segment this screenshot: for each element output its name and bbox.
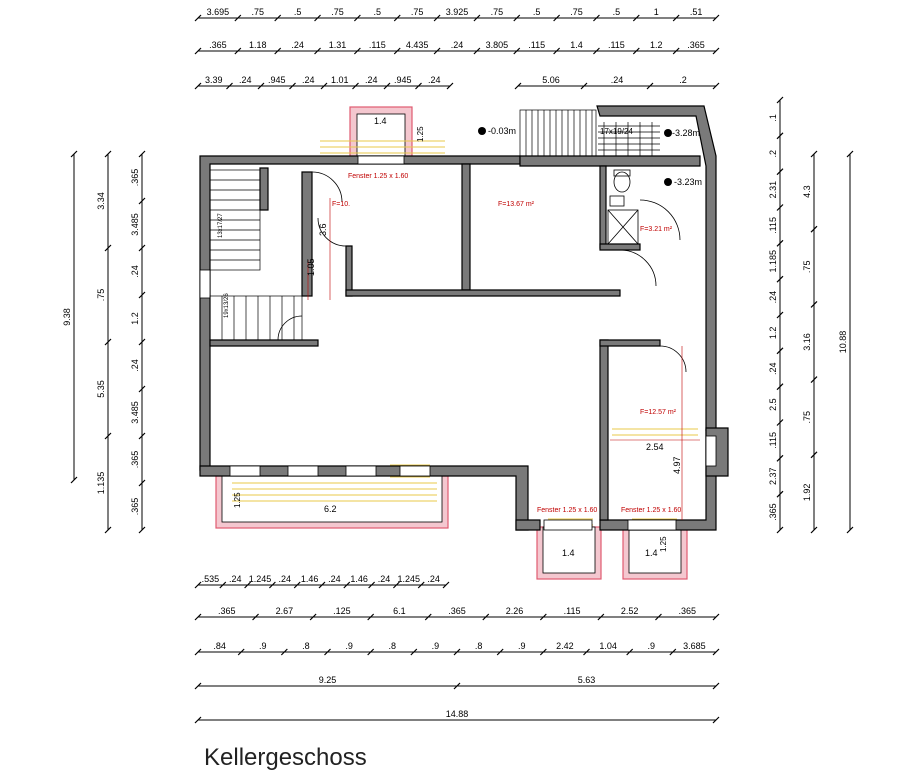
dim-bottom-row1-value: .24	[328, 574, 341, 584]
dim-bottom-row3-value: .8	[474, 641, 483, 651]
dim-right-inner-value: .24	[768, 290, 778, 304]
dim-bottom-row2-value: .365	[448, 606, 466, 616]
dim-bottom-row1-value: 1.46	[300, 574, 319, 584]
dim-right-inner-value: 2.31	[768, 180, 778, 199]
dim-right-inner-value: .24	[768, 362, 778, 376]
dim-left-mid-value: 1.135	[96, 471, 106, 495]
dim-top-row1-value: .5	[373, 7, 382, 17]
svg-text:1.05: 1.05	[306, 258, 316, 276]
dim-left-mid-value: 5.35	[96, 380, 106, 398]
dim-left-inner-value: .24	[130, 359, 140, 372]
dim-top-row3-value: .24	[427, 75, 441, 85]
dim-bottom-row2-value: .365	[678, 606, 696, 616]
dim-top-row2-value: 3.805	[485, 40, 509, 50]
dim-right-mid-value: 1.92	[802, 483, 812, 502]
dim-left-inner-value: 3.485	[130, 401, 140, 424]
dim-bottom-row1-value: .24	[278, 574, 292, 584]
svg-text:6.2: 6.2	[324, 504, 337, 514]
dim-right-inner-value: 2.37	[768, 467, 778, 486]
dim-top-row1-value: .75	[410, 7, 424, 17]
dim-right-inner-value: .115	[768, 431, 778, 449]
dim-top-row2-value: .115	[368, 40, 386, 50]
dim-top-row1-value: .75	[490, 7, 504, 17]
dim-bottom-row3-value: 3.685	[683, 641, 706, 651]
dim-bottom-row3-value: .9	[647, 641, 656, 651]
dim-top-row1-value: 3.695	[206, 7, 230, 17]
dim-bottom-row3-value: .9	[345, 641, 353, 651]
dim-bottom-row3-value: 2.42	[556, 641, 574, 651]
dim-top-row1-value: .75	[251, 7, 265, 17]
dim-bottom-row3-value: .8	[388, 641, 397, 651]
walls	[200, 106, 728, 530]
dim-top-row2-value: 1.31	[328, 40, 347, 50]
dim-bottom-row3-value: .8	[302, 641, 310, 651]
dim-bottom-row1-value: .24	[427, 574, 440, 584]
dim-right-inner-value: .365	[768, 503, 778, 521]
dim-top-row2-value: .24	[450, 40, 464, 50]
svg-text:3.6: 3.6	[318, 223, 328, 236]
svg-text:-0.03m: -0.03m	[488, 126, 517, 136]
dim-right-mid-value: 4.3	[802, 185, 812, 198]
staircase-top	[520, 110, 660, 156]
dim-bottom-row2-value: 2.52	[620, 606, 639, 616]
dim-top-row3-value: .945	[393, 75, 412, 85]
dim-right-inner-value: .115	[768, 216, 778, 234]
dim-bottom-row2-value: .365	[218, 606, 236, 616]
dim-left-inner-value: 1.2	[130, 312, 140, 325]
dim-top-row2-value: .24	[291, 40, 304, 50]
dim-bottom-row1-value: .535	[201, 574, 220, 584]
dim-top-row2-value: 1.4	[570, 40, 583, 50]
dim-top-row3-value: 1.01	[330, 75, 349, 85]
svg-text:1.4: 1.4	[374, 116, 387, 126]
dim-left-inner-value: .24	[130, 265, 140, 278]
dim-top-row1-value: .75	[331, 7, 344, 17]
dim-left-inner-value: .365	[130, 168, 140, 187]
dim-left-inner-value: 3.485	[130, 213, 140, 236]
dim-left-mid-value: 3.34	[96, 192, 106, 210]
plan-title: Kellergeschoss	[204, 744, 367, 771]
dim-top-row3b-value: 5.06	[542, 75, 560, 85]
svg-text:Fenster 1.25 x 1.60: Fenster 1.25 x 1.60	[621, 507, 682, 514]
stair-label-top: 17x19/24	[600, 127, 633, 136]
dim-right-mid-value: .75	[802, 410, 812, 424]
dim-top-row2-value: .365	[687, 40, 705, 50]
dim-bottom-row1-value: .24	[228, 574, 242, 584]
bathroom-fixtures	[608, 170, 638, 244]
dim-top-row1-value: .5	[293, 7, 302, 17]
dim-bottom-row2-value: .125	[333, 606, 351, 616]
dim-right-inner-value: 1.2	[768, 326, 778, 340]
svg-text:F=3.21 m²: F=3.21 m²	[640, 226, 673, 233]
dim-top-row2-value: 4.435	[405, 40, 429, 50]
dim-top-row3-value: .24	[301, 75, 315, 85]
svg-text:1.25: 1.25	[233, 492, 242, 508]
dim-right-mid-value: 3.16	[802, 333, 812, 351]
dim-top-row2-value: .115	[528, 40, 546, 50]
dim-left-inner-value: .365	[130, 497, 140, 516]
dim-left-outer-value: 9.38	[62, 308, 72, 326]
dim-left-mid-value: .75	[96, 288, 106, 302]
dim-top-row2-value: .115	[607, 40, 625, 50]
svg-text:Fenster 1.25 x 1.60: Fenster 1.25 x 1.60	[348, 173, 409, 180]
dim-bottom-row2-value: .115	[563, 606, 581, 616]
stair-label-left2: 19x13/26	[224, 293, 230, 318]
dim-right-inner-value: 2.5	[768, 398, 778, 411]
svg-text:F=10.: F=10.	[332, 201, 351, 208]
dim-bottom-row3-value: .9	[517, 641, 526, 651]
dim-bottom-row2-value: 6.1	[393, 606, 406, 616]
dim-top-row2-value: 1.18	[249, 40, 267, 50]
dim-bottom-row3-value: .84	[213, 641, 226, 651]
dim-top-row3b-value: .24	[610, 75, 624, 85]
dim-top-row3-value: .24	[364, 75, 378, 85]
svg-text:-3.23m: -3.23m	[674, 177, 703, 187]
dimension-chains	[62, 7, 853, 723]
dim-top-row3-value: .24	[238, 75, 252, 85]
dim-right-inner-value: .2	[768, 149, 778, 158]
dim-top-row1-value: .5	[612, 7, 621, 17]
dim-bottom-row3-value: 1.04	[599, 641, 617, 651]
dim-bottom-row5-value: 14.88	[445, 709, 469, 719]
dim-bottom-row1-value: .24	[377, 574, 391, 584]
dim-bottom-row3-value: .9	[258, 641, 267, 651]
dim-bottom-row2-value: 2.26	[505, 606, 524, 616]
svg-text:1.25: 1.25	[659, 536, 668, 552]
dim-top-row1-value: 3.925	[445, 7, 469, 17]
dim-top-row3b-value: .2	[679, 75, 687, 85]
dim-bottom-row3-value: .9	[431, 641, 440, 651]
dim-bottom-row2-value: 2.67	[275, 606, 294, 616]
dim-bottom-row1-value: 1.245	[248, 574, 272, 584]
dim-top-row1-value: .51	[689, 7, 703, 17]
dim-top-row3-value: 3.39	[204, 75, 223, 85]
dim-bottom-row4-value: 5.63	[577, 675, 596, 685]
dim-top-row2-value: .365	[209, 40, 227, 50]
stair-label-left1: 13x17/27	[218, 213, 224, 238]
dim-top-row1-value: .5	[532, 7, 541, 17]
dim-right-mid-value: .75	[802, 260, 812, 274]
dim-bottom-row1-value: 1.46	[350, 574, 368, 584]
dim-top-row3-value: .945	[267, 75, 286, 85]
svg-text:-3.28m: -3.28m	[672, 128, 701, 138]
svg-text:2.54: 2.54	[646, 442, 664, 452]
dim-bottom-row1-value: 1.245	[397, 574, 421, 584]
svg-text:1.4: 1.4	[645, 548, 658, 558]
svg-text:4.97: 4.97	[672, 456, 682, 474]
svg-text:Fenster 1.25 x 1.60: Fenster 1.25 x 1.60	[537, 507, 598, 514]
dim-top-row1-value: 1	[653, 7, 659, 17]
dim-top-row2-value: 1.2	[649, 40, 663, 50]
svg-text:F=13.67 m²: F=13.67 m²	[498, 201, 534, 208]
svg-text:1.4: 1.4	[562, 548, 575, 558]
svg-text:1.25: 1.25	[416, 126, 425, 142]
dim-top-row1-value: .75	[570, 7, 583, 17]
dim-left-inner-value: .365	[130, 450, 140, 469]
dim-right-inner-value: 1.185	[768, 249, 778, 273]
dim-bottom-row4-value: 9.25	[318, 675, 337, 685]
dim-right-inner-value: .1	[768, 114, 778, 122]
dim-right-outer-value: 10.88	[838, 330, 848, 354]
svg-text:F=12.57 m²: F=12.57 m²	[640, 409, 676, 416]
